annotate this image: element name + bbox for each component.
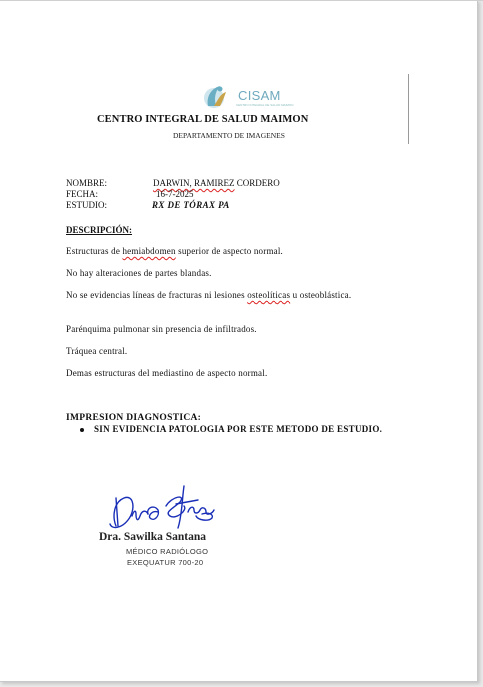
- name-first: DARWIN, RAMIREZ: [153, 178, 235, 188]
- header-divider: [408, 74, 409, 144]
- logo-text: CISAM: [238, 88, 281, 103]
- name-last: CORDERO: [234, 178, 280, 188]
- page-top-border: [0, 0, 483, 1]
- handwritten-signature: [102, 476, 222, 536]
- text-run: hemiabdomen: [122, 246, 176, 256]
- date-value: 16-7-2025: [156, 189, 194, 199]
- text-run: No se evidencias líneas de fracturas ni lesiones: [66, 290, 248, 300]
- clinic-title: CENTRO INTEGRAL DE SALUD MAIMON: [97, 114, 309, 125]
- description-paragraph: No hay alteraciones de partes blandas.: [66, 268, 212, 278]
- date-label: FECHA:: [66, 189, 99, 199]
- description-paragraph: Tráquea central.: [66, 346, 128, 356]
- description-paragraph: Parénquima pulmonar sin presencia de infiltrados.: [66, 324, 257, 334]
- signer-name: Dra. Sawilka Santana: [99, 531, 207, 543]
- logo-subtext: CENTRO INTEGRAL DE SALUD MAIMON: [236, 103, 294, 107]
- signer-license: EXEQUATUR 700-20: [127, 558, 204, 567]
- text-run: superior de aspecto normal.: [175, 246, 283, 256]
- study-label: ESTUDIO:: [66, 200, 107, 210]
- description-heading: DESCRIPCIÓN:: [66, 225, 133, 235]
- description-paragraph: Demas estructuras del mediastino de aspecto normal.: [66, 368, 268, 378]
- text-run: osteolíticas: [247, 290, 291, 300]
- description-paragraph: [66, 246, 396, 258]
- department-title: DEPARTAMENTO DE IMAGENES: [173, 131, 285, 140]
- impression-item: [80, 424, 382, 434]
- description-paragraph: [66, 290, 371, 302]
- impression-text: SIN EVIDENCIA PATOLOGIA POR ESTE METODO DE ESTUDIO.: [94, 424, 383, 434]
- signer-role: MÉDICO RADIÓLOGO: [126, 547, 209, 556]
- name-label: NOMBRE:: [66, 178, 108, 188]
- name-value: [153, 178, 280, 188]
- text-run: u osteoblástica.: [290, 290, 352, 300]
- study-value: RX DE TÓRAX PA: [152, 200, 230, 210]
- bullet-icon: [80, 428, 84, 432]
- text-run: Estructuras de: [66, 246, 123, 256]
- impression-heading: IMPRESION DIAGNOSTICA:: [66, 413, 202, 423]
